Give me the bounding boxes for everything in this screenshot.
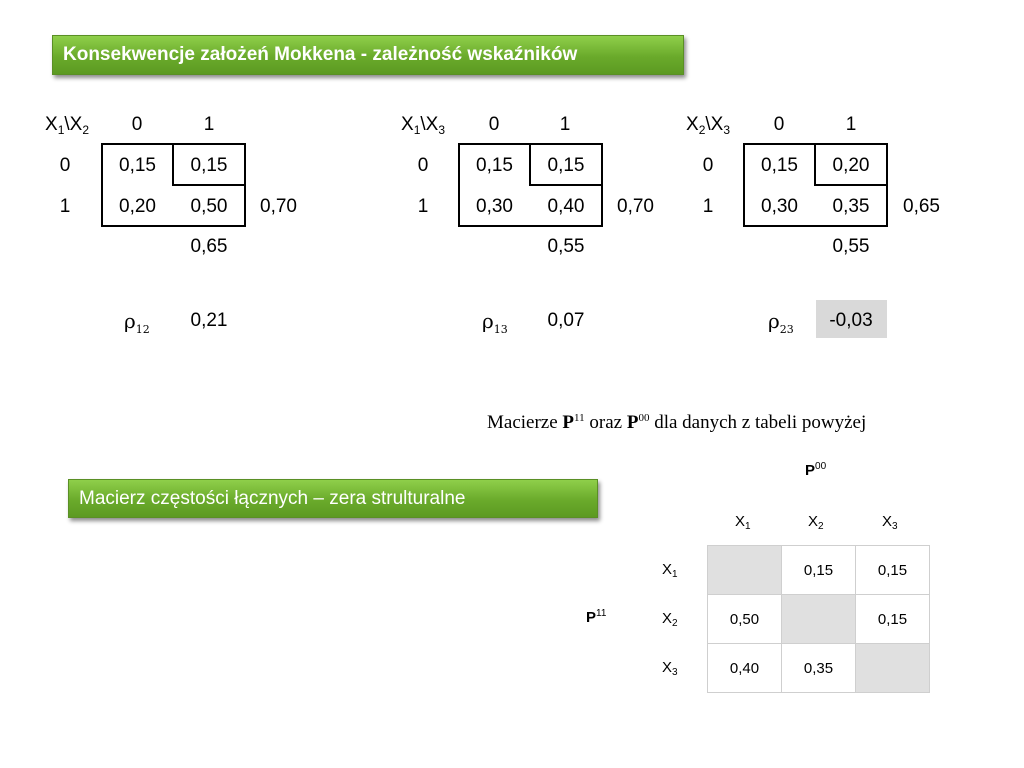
cell-01: 0,20	[832, 155, 870, 176]
cell-11: 0,40	[547, 196, 585, 217]
matrix-row	[708, 595, 930, 644]
matrix-caption: Macierze $P^{11}$ oraz $P^{00}$ dla danych z tabeli powyżej	[487, 412, 867, 433]
col-sum: 0,55	[832, 236, 870, 257]
section-banner	[68, 479, 598, 518]
cell-10: 0,20	[119, 196, 156, 217]
matrix-cell: 0,15	[856, 595, 930, 644]
p00-label: $P^{00}$	[805, 461, 827, 479]
row-header-1: 1	[59, 196, 71, 217]
row-header-x3: $X_3$	[662, 659, 678, 678]
col-header-x1: $X_1$	[735, 513, 751, 532]
col-header-x3: $X_3$	[882, 513, 898, 532]
cell-10: 0,30	[476, 196, 513, 217]
rho-label: $\rho_{12}$	[124, 309, 150, 336]
cell-01: 0,15	[547, 155, 585, 176]
matrix-row	[708, 644, 930, 693]
cell-00: 0,15	[476, 155, 513, 176]
matrix-cell: 0,15	[856, 546, 930, 595]
matrix-cell: 0,40	[708, 644, 782, 693]
matrix-cell-diagonal	[708, 546, 782, 595]
matrix-cell: 0,35	[782, 644, 856, 693]
matrix-cell: 0,50	[708, 595, 782, 644]
col-header-1: 1	[845, 114, 857, 135]
col-sum: 0,65	[190, 236, 228, 257]
section-banner-text: Macierz częstości łącznych – zera strulturalne	[79, 488, 466, 509]
row-sum: 0,65	[903, 196, 940, 217]
rho-label: $\rho_{13}$	[482, 309, 508, 336]
title-text: Konsekwencje założeń Mokkena - zależność wskaźników	[63, 44, 578, 65]
col-header-x2: $X_2$	[808, 513, 824, 532]
table-header-corner: $X_1\backslash X_2$	[45, 114, 90, 137]
table-header-corner: $X_2\backslash X_3$	[686, 114, 731, 137]
rho-value: 0,21	[190, 310, 228, 331]
cell-10: 0,30	[761, 196, 798, 217]
row-header-1: 1	[417, 196, 429, 217]
rho-label: $\rho_{23}$	[768, 309, 794, 336]
col-header-0: 0	[131, 114, 143, 135]
rho-value: 0,07	[547, 310, 585, 331]
row-header-x2: $X_2$	[662, 610, 678, 629]
row-header-0: 0	[702, 155, 714, 176]
matrix-cell-diagonal	[856, 644, 930, 693]
p11-label: $P^{11}$	[586, 608, 607, 626]
col-sum: 0,55	[547, 236, 585, 257]
row-header-x1: $X_1$	[662, 561, 678, 580]
matrix-cell-diagonal	[782, 595, 856, 644]
row-header-0: 0	[59, 155, 71, 176]
matrix-row	[708, 546, 930, 595]
col-header-1: 1	[559, 114, 571, 135]
cell-11: 0,50	[190, 196, 228, 217]
rho-value: -0,03	[829, 310, 873, 331]
row-header-1: 1	[702, 196, 714, 217]
cell-00: 0,15	[119, 155, 156, 176]
row-sum: 0,70	[617, 196, 654, 217]
title-banner	[52, 35, 684, 75]
table-header-corner: $X_1\backslash X_3$	[401, 114, 446, 137]
row-sum: 0,70	[260, 196, 297, 217]
matrix-grid	[707, 545, 930, 693]
matrix-cell: 0,15	[782, 546, 856, 595]
cell-11: 0,35	[832, 196, 870, 217]
cell-00: 0,15	[761, 155, 798, 176]
col-header-0: 0	[488, 114, 500, 135]
row-header-0: 0	[417, 155, 429, 176]
cell-01: 0,15	[190, 155, 228, 176]
col-header-1: 1	[203, 114, 215, 135]
col-header-0: 0	[773, 114, 785, 135]
